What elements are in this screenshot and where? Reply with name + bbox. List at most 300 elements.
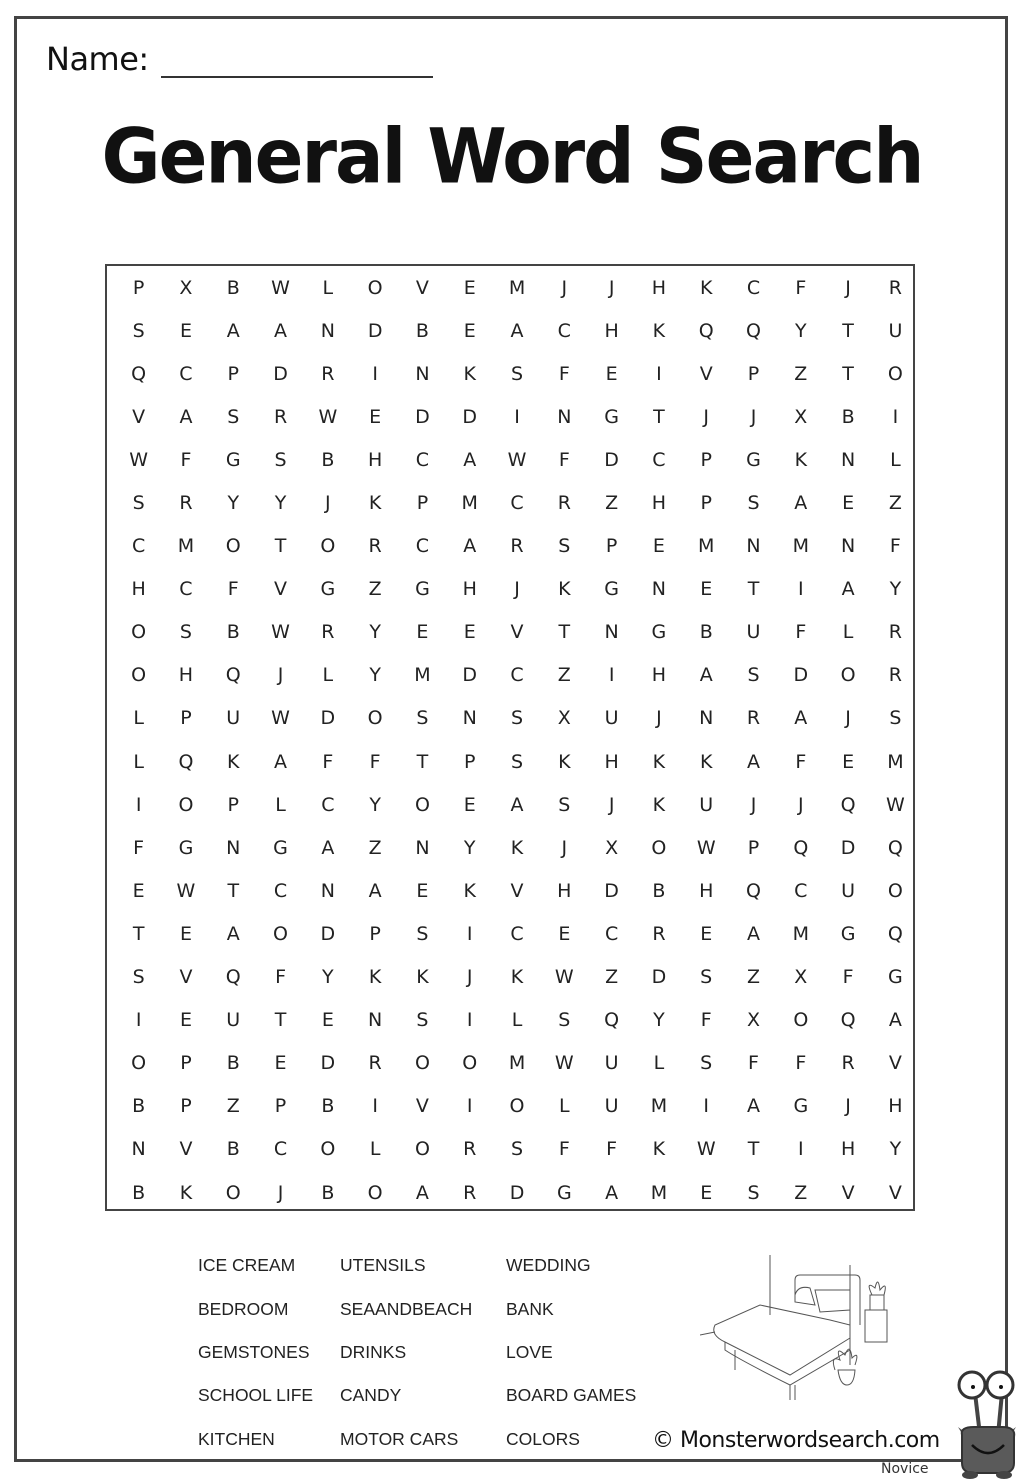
grid-cell[interactable]: R: [321, 362, 335, 385]
grid-cell[interactable]: N: [415, 836, 430, 859]
grid-cell[interactable]: P: [700, 448, 712, 471]
grid-cell[interactable]: N: [320, 879, 335, 902]
grid-cell[interactable]: Q: [225, 664, 241, 687]
grid-cell[interactable]: C: [652, 448, 666, 471]
grid-cell[interactable]: M: [887, 750, 904, 773]
grid-cell[interactable]: E: [369, 405, 382, 428]
grid-cell[interactable]: A: [274, 750, 288, 773]
grid-cell[interactable]: Z: [368, 578, 382, 601]
grid-cell[interactable]: N: [840, 535, 856, 558]
grid-cell[interactable]: O: [840, 664, 856, 687]
grid-cell[interactable]: A: [415, 1181, 429, 1204]
grid-cell[interactable]: V: [415, 276, 429, 299]
grid-cell[interactable]: E: [652, 535, 665, 558]
grid-cell[interactable]: J: [325, 492, 331, 515]
grid-cell[interactable]: L: [322, 664, 334, 687]
grid-cell[interactable]: Z: [605, 966, 619, 989]
grid-cell[interactable]: E: [700, 922, 713, 945]
grid-cell[interactable]: D: [320, 922, 336, 945]
grid-cell[interactable]: O: [367, 707, 383, 730]
grid-cell[interactable]: A: [747, 922, 760, 945]
grid-cell[interactable]: A: [841, 578, 855, 601]
grid-cell[interactable]: E: [179, 319, 192, 342]
grid-cell[interactable]: N: [415, 362, 430, 385]
grid-cell[interactable]: W: [696, 836, 716, 859]
grid-cell[interactable]: L: [559, 1095, 570, 1118]
grid-cell[interactable]: V: [888, 1181, 902, 1204]
grid-cell[interactable]: V: [179, 966, 193, 989]
grid-cell[interactable]: Q: [178, 750, 194, 773]
grid-cell[interactable]: F: [795, 1052, 807, 1075]
grid-cell[interactable]: F: [700, 1009, 712, 1032]
grid-cell[interactable]: Q: [225, 966, 241, 989]
grid-cell[interactable]: K: [699, 276, 713, 299]
grid-cell[interactable]: I: [798, 578, 804, 601]
grid-cell[interactable]: S: [132, 319, 145, 342]
grid-cell[interactable]: Y: [369, 621, 381, 644]
grid-cell[interactable]: S: [132, 492, 145, 515]
grid-cell[interactable]: H: [178, 664, 194, 687]
grid-cell[interactable]: M: [414, 664, 431, 687]
grid-cell[interactable]: U: [604, 1095, 619, 1118]
grid-cell[interactable]: Z: [746, 966, 761, 989]
grid-cell[interactable]: G: [746, 448, 761, 471]
grid-cell[interactable]: J: [561, 276, 568, 299]
grid-cell[interactable]: H: [557, 879, 572, 902]
grid-cell[interactable]: W: [129, 448, 149, 471]
grid-cell[interactable]: O: [462, 1052, 478, 1075]
grid-cell[interactable]: S: [747, 664, 760, 687]
grid-cell[interactable]: I: [135, 1009, 142, 1032]
grid-cell[interactable]: L: [890, 448, 901, 471]
grid-cell[interactable]: G: [793, 1095, 809, 1118]
grid-cell[interactable]: F: [275, 966, 286, 989]
grid-cell[interactable]: X: [746, 1009, 761, 1032]
grid-cell[interactable]: F: [369, 750, 381, 773]
grid-cell[interactable]: H: [651, 276, 667, 299]
grid-cell[interactable]: N: [462, 707, 477, 730]
grid-cell[interactable]: C: [273, 879, 288, 902]
grid-cell[interactable]: K: [699, 750, 713, 773]
grid-cell[interactable]: S: [179, 621, 192, 644]
grid-cell[interactable]: G: [604, 405, 619, 428]
grid-cell[interactable]: P: [180, 707, 192, 730]
grid-cell[interactable]: G: [320, 578, 336, 601]
grid-cell[interactable]: X: [179, 276, 193, 299]
grid-cell[interactable]: I: [514, 405, 520, 428]
grid-cell[interactable]: A: [747, 1095, 760, 1118]
grid-cell[interactable]: G: [415, 578, 430, 601]
grid-cell[interactable]: F: [180, 448, 192, 471]
grid-cell[interactable]: O: [178, 793, 194, 816]
grid-cell[interactable]: I: [466, 1095, 473, 1118]
grid-cell[interactable]: I: [892, 405, 899, 428]
grid-cell[interactable]: Z: [368, 836, 382, 859]
grid-cell[interactable]: Q: [887, 922, 903, 945]
grid-cell[interactable]: E: [179, 1009, 192, 1032]
grid-cell[interactable]: O: [887, 362, 903, 385]
grid-cell[interactable]: N: [557, 405, 572, 428]
grid-cell[interactable]: S: [510, 750, 524, 773]
grid-cell[interactable]: C: [321, 793, 335, 816]
grid-cell[interactable]: C: [746, 276, 761, 299]
grid-cell[interactable]: N: [131, 1138, 146, 1161]
grid-cell[interactable]: V: [274, 578, 288, 601]
grid-cell[interactable]: E: [463, 276, 476, 299]
grid-cell[interactable]: T: [132, 922, 145, 945]
grid-cell[interactable]: A: [226, 922, 240, 945]
grid-cell[interactable]: R: [368, 535, 382, 558]
grid-cell[interactable]: E: [416, 621, 429, 644]
grid-cell[interactable]: F: [795, 750, 807, 773]
grid-cell[interactable]: P: [180, 1095, 192, 1118]
grid-cell[interactable]: E: [558, 922, 571, 945]
grid-cell[interactable]: E: [132, 879, 145, 902]
grid-cell[interactable]: J: [703, 405, 710, 428]
grid-cell[interactable]: B: [226, 1138, 240, 1161]
grid-cell[interactable]: E: [700, 1181, 713, 1204]
grid-cell[interactable]: T: [416, 750, 429, 773]
grid-cell[interactable]: P: [416, 492, 429, 515]
grid-cell[interactable]: E: [842, 492, 855, 515]
grid-cell[interactable]: E: [463, 793, 476, 816]
grid-cell[interactable]: R: [888, 664, 902, 687]
grid-cell[interactable]: U: [746, 621, 761, 644]
grid-cell[interactable]: N: [368, 1009, 383, 1032]
grid-cell[interactable]: S: [558, 793, 571, 816]
grid-cell[interactable]: F: [795, 621, 807, 644]
grid-cell[interactable]: W: [176, 879, 196, 902]
grid-cell[interactable]: A: [463, 448, 477, 471]
grid-cell[interactable]: Z: [888, 492, 902, 515]
grid-cell[interactable]: V: [179, 1138, 193, 1161]
grid-cell[interactable]: K: [652, 793, 666, 816]
grid-cell[interactable]: Q: [746, 319, 761, 342]
grid-cell[interactable]: S: [747, 1181, 760, 1204]
grid-cell[interactable]: J: [845, 276, 851, 299]
grid-cell[interactable]: G: [273, 836, 288, 859]
grid-cell[interactable]: R: [841, 1052, 855, 1075]
grid-cell[interactable]: K: [510, 836, 524, 859]
grid-cell[interactable]: A: [226, 319, 240, 342]
grid-cell[interactable]: I: [608, 664, 615, 687]
grid-cell[interactable]: J: [750, 793, 757, 816]
grid-cell[interactable]: T: [842, 362, 854, 385]
grid-cell[interactable]: H: [699, 879, 714, 902]
grid-cell[interactable]: O: [651, 836, 667, 859]
grid-cell[interactable]: R: [179, 492, 193, 515]
grid-cell[interactable]: P: [227, 362, 239, 385]
grid-cell[interactable]: Q: [840, 1009, 856, 1032]
grid-cell[interactable]: D: [793, 664, 809, 687]
grid-cell[interactable]: V: [841, 1181, 855, 1204]
grid-cell[interactable]: U: [604, 1052, 619, 1075]
grid-cell[interactable]: S: [274, 448, 287, 471]
grid-cell[interactable]: A: [699, 664, 713, 687]
grid-cell[interactable]: H: [462, 578, 477, 601]
grid-cell[interactable]: R: [368, 1052, 382, 1075]
grid-cell[interactable]: S: [558, 1009, 571, 1032]
grid-cell[interactable]: F: [558, 448, 570, 471]
grid-cell[interactable]: P: [747, 362, 760, 385]
grid-cell[interactable]: N: [840, 448, 856, 471]
grid-cell[interactable]: S: [558, 535, 571, 558]
grid-cell[interactable]: S: [889, 707, 902, 730]
grid-cell[interactable]: O: [414, 793, 430, 816]
grid-cell[interactable]: K: [652, 750, 666, 773]
grid-cell[interactable]: O: [225, 535, 241, 558]
grid-cell[interactable]: X: [605, 836, 619, 859]
grid-cell[interactable]: R: [746, 707, 761, 730]
grid-cell[interactable]: S: [700, 1052, 713, 1075]
grid-cell[interactable]: F: [558, 1138, 570, 1161]
grid-cell[interactable]: D: [462, 664, 478, 687]
grid-cell[interactable]: W: [507, 448, 527, 471]
grid-cell[interactable]: C: [273, 1138, 288, 1161]
grid-cell[interactable]: D: [273, 362, 288, 385]
grid-cell[interactable]: K: [652, 1138, 666, 1161]
grid-cell[interactable]: O: [367, 276, 383, 299]
grid-cell[interactable]: P: [463, 750, 476, 773]
grid-cell[interactable]: H: [651, 492, 667, 515]
grid-cell[interactable]: P: [369, 922, 381, 945]
grid-cell[interactable]: A: [321, 836, 335, 859]
grid-cell[interactable]: K: [368, 492, 382, 515]
grid-cell[interactable]: Y: [463, 836, 476, 859]
grid-cell[interactable]: D: [509, 1181, 525, 1204]
grid-cell[interactable]: E: [274, 1052, 287, 1075]
grid-cell[interactable]: Y: [369, 793, 381, 816]
grid-cell[interactable]: U: [888, 319, 903, 342]
grid-cell[interactable]: L: [369, 1138, 381, 1161]
grid-cell[interactable]: H: [131, 578, 146, 601]
grid-cell[interactable]: V: [132, 405, 146, 428]
grid-cell[interactable]: Y: [889, 1138, 902, 1161]
grid-cell[interactable]: A: [274, 319, 288, 342]
grid-cell[interactable]: L: [842, 621, 854, 644]
grid-cell[interactable]: S: [416, 922, 429, 945]
grid-cell[interactable]: W: [696, 1138, 716, 1161]
grid-cell[interactable]: U: [604, 707, 619, 730]
grid-cell[interactable]: K: [510, 966, 524, 989]
grid-cell[interactable]: B: [652, 879, 666, 902]
grid-cell[interactable]: F: [558, 362, 570, 385]
grid-cell[interactable]: Q: [840, 793, 856, 816]
grid-cell[interactable]: G: [840, 922, 856, 945]
name-input-line[interactable]: [161, 44, 433, 78]
grid-cell[interactable]: O: [225, 1181, 241, 1204]
grid-cell[interactable]: W: [554, 966, 574, 989]
grid-cell[interactable]: A: [747, 750, 760, 773]
grid-cell[interactable]: O: [509, 1095, 525, 1118]
grid-cell[interactable]: O: [793, 1009, 809, 1032]
grid-cell[interactable]: J: [514, 578, 520, 601]
grid-cell[interactable]: J: [466, 966, 473, 989]
grid-cell[interactable]: A: [368, 879, 382, 902]
grid-cell[interactable]: T: [653, 405, 665, 428]
grid-cell[interactable]: P: [227, 793, 239, 816]
grid-cell[interactable]: B: [321, 1095, 335, 1118]
grid-cell[interactable]: O: [367, 1181, 383, 1204]
grid-cell[interactable]: C: [604, 922, 619, 945]
grid-cell[interactable]: T: [558, 621, 571, 644]
grid-cell[interactable]: I: [798, 1138, 804, 1161]
grid-cell[interactable]: B: [226, 276, 240, 299]
grid-cell[interactable]: Y: [653, 1009, 665, 1032]
grid-cell[interactable]: B: [321, 1181, 335, 1204]
grid-cell[interactable]: N: [226, 836, 241, 859]
grid-cell[interactable]: F: [227, 578, 239, 601]
grid-cell[interactable]: Z: [794, 1181, 808, 1204]
grid-cell[interactable]: R: [888, 621, 902, 644]
grid-cell[interactable]: J: [750, 405, 757, 428]
grid-cell[interactable]: Y: [274, 492, 287, 515]
grid-cell[interactable]: W: [318, 405, 338, 428]
grid-cell[interactable]: F: [133, 836, 145, 859]
grid-cell[interactable]: T: [747, 578, 760, 601]
grid-cell[interactable]: D: [462, 405, 478, 428]
grid-cell[interactable]: C: [415, 448, 430, 471]
grid-cell[interactable]: O: [273, 922, 289, 945]
grid-cell[interactable]: Z: [605, 492, 619, 515]
grid-cell[interactable]: G: [888, 966, 903, 989]
grid-cell[interactable]: C: [179, 578, 193, 601]
grid-cell[interactable]: K: [416, 966, 429, 989]
grid-cell[interactable]: I: [703, 1095, 710, 1118]
grid-cell[interactable]: M: [650, 1181, 668, 1204]
grid-cell[interactable]: P: [700, 492, 712, 515]
grid-cell[interactable]: J: [798, 793, 804, 816]
grid-cell[interactable]: C: [510, 922, 524, 945]
grid-cell[interactable]: E: [463, 319, 476, 342]
grid-cell[interactable]: U: [841, 879, 856, 902]
grid-cell[interactable]: B: [321, 448, 335, 471]
grid-cell[interactable]: B: [226, 621, 240, 644]
grid-cell[interactable]: Q: [793, 836, 809, 859]
grid-cell[interactable]: X: [557, 707, 571, 730]
grid-cell[interactable]: B: [841, 405, 855, 428]
grid-cell[interactable]: F: [842, 966, 854, 989]
grid-cell[interactable]: T: [842, 319, 854, 342]
grid-cell[interactable]: X: [794, 966, 808, 989]
grid-cell[interactable]: U: [226, 1009, 241, 1032]
grid-cell[interactable]: E: [463, 621, 476, 644]
grid-cell[interactable]: H: [604, 319, 619, 342]
grid-cell[interactable]: T: [274, 535, 287, 558]
grid-cell[interactable]: K: [794, 448, 808, 471]
grid-cell[interactable]: A: [794, 492, 808, 515]
grid-cell[interactable]: T: [747, 1138, 760, 1161]
grid-cell[interactable]: M: [508, 1052, 526, 1075]
grid-cell[interactable]: R: [557, 492, 571, 515]
grid-cell[interactable]: J: [561, 836, 568, 859]
grid-cell[interactable]: D: [604, 879, 619, 902]
grid-cell[interactable]: J: [845, 707, 851, 730]
grid-cell[interactable]: R: [652, 922, 666, 945]
grid-cell[interactable]: F: [748, 1052, 759, 1075]
grid-cell[interactable]: K: [463, 362, 476, 385]
grid-cell[interactable]: B: [699, 621, 713, 644]
grid-cell[interactable]: A: [510, 319, 524, 342]
grid-cell[interactable]: J: [608, 793, 615, 816]
grid-cell[interactable]: E: [416, 879, 429, 902]
grid-cell[interactable]: F: [322, 750, 334, 773]
grid-cell[interactable]: J: [608, 276, 615, 299]
grid-cell[interactable]: L: [275, 793, 286, 816]
grid-cell[interactable]: B: [226, 1052, 240, 1075]
grid-cell[interactable]: C: [794, 879, 808, 902]
grid-cell[interactable]: U: [699, 793, 714, 816]
grid-cell[interactable]: S: [416, 707, 429, 730]
grid-cell[interactable]: M: [792, 922, 809, 945]
grid-cell[interactable]: H: [651, 664, 667, 687]
grid-cell[interactable]: O: [131, 664, 147, 687]
grid-cell[interactable]: O: [131, 621, 147, 644]
grid-cell[interactable]: G: [225, 448, 241, 471]
grid-cell[interactable]: Y: [322, 966, 334, 989]
grid-cell[interactable]: I: [466, 1009, 473, 1032]
grid-cell[interactable]: A: [463, 535, 477, 558]
grid-cell[interactable]: S: [132, 966, 145, 989]
grid-cell[interactable]: V: [510, 621, 524, 644]
grid-cell[interactable]: Z: [557, 664, 571, 687]
grid-cell[interactable]: O: [887, 879, 903, 902]
grid-cell[interactable]: D: [604, 448, 619, 471]
grid-cell[interactable]: R: [510, 535, 524, 558]
grid-cell[interactable]: C: [510, 664, 524, 687]
grid-cell[interactable]: Y: [889, 578, 902, 601]
grid-cell[interactable]: T: [274, 1009, 287, 1032]
grid-cell[interactable]: J: [277, 664, 284, 687]
grid-cell[interactable]: L: [653, 1052, 665, 1075]
grid-cell[interactable]: R: [888, 276, 902, 299]
grid-cell[interactable]: W: [271, 707, 290, 730]
grid-cell[interactable]: M: [792, 535, 809, 558]
grid-cell[interactable]: P: [747, 836, 760, 859]
grid-cell[interactable]: D: [651, 966, 667, 989]
grid-cell[interactable]: M: [650, 1095, 668, 1118]
grid-cell[interactable]: G: [651, 621, 667, 644]
grid-cell[interactable]: A: [888, 1009, 902, 1032]
grid-cell[interactable]: M: [508, 276, 526, 299]
grid-cell[interactable]: Y: [795, 319, 807, 342]
grid-cell[interactable]: L: [133, 750, 144, 773]
grid-cell[interactable]: D: [367, 319, 383, 342]
grid-cell[interactable]: I: [372, 1095, 378, 1118]
grid-cell[interactable]: Z: [794, 362, 808, 385]
grid-cell[interactable]: N: [604, 621, 619, 644]
grid-cell[interactable]: S: [416, 1009, 429, 1032]
grid-cell[interactable]: K: [179, 1181, 193, 1204]
grid-cell[interactable]: J: [845, 1095, 851, 1118]
grid-cell[interactable]: I: [372, 362, 378, 385]
grid-cell[interactable]: O: [414, 1138, 430, 1161]
grid-cell[interactable]: N: [320, 319, 335, 342]
grid-cell[interactable]: W: [886, 793, 905, 816]
grid-cell[interactable]: I: [466, 922, 473, 945]
grid-cell[interactable]: S: [700, 966, 713, 989]
grid-cell[interactable]: D: [415, 405, 430, 428]
grid-cell[interactable]: L: [511, 1009, 523, 1032]
grid-cell[interactable]: F: [606, 1138, 618, 1161]
grid-cell[interactable]: A: [179, 405, 193, 428]
grid-cell[interactable]: E: [321, 1009, 334, 1032]
grid-cell[interactable]: S: [510, 362, 524, 385]
grid-cell[interactable]: O: [414, 1052, 430, 1075]
grid-cell[interactable]: E: [700, 578, 713, 601]
grid-cell[interactable]: M: [177, 535, 195, 558]
grid-cell[interactable]: Q: [698, 319, 714, 342]
